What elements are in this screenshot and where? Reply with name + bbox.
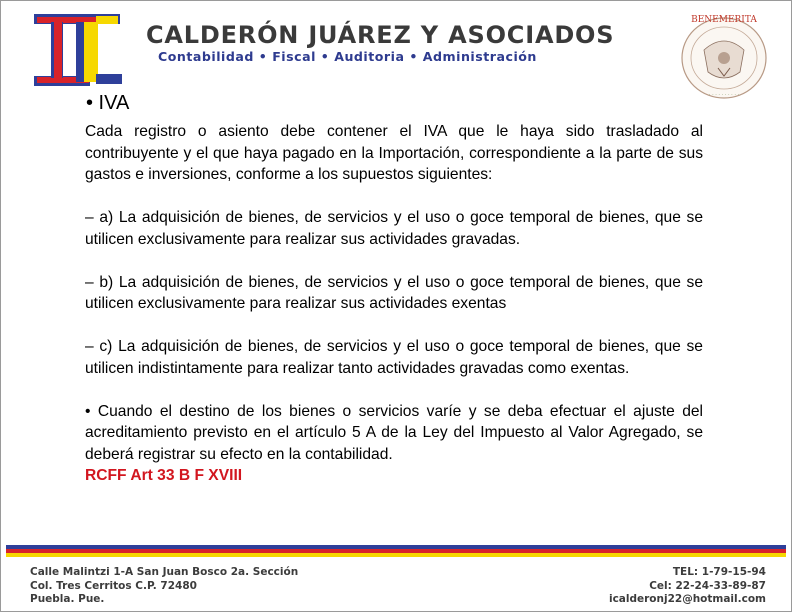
footer-address: [30, 566, 298, 607]
firm-logo-icon: [34, 14, 124, 86]
case-c-paragraph: – c) La adquisición de bienes, de servicios y el uso o goce temporal de bienes, que se utilicen indistintamente para realizar tanto actividades gravadas como exentas.: [85, 338, 703, 377]
section-title: • IVA: [86, 92, 130, 114]
firm-services-tagline: Contabilidad • Fiscal • Auditoria • Administración: [158, 49, 537, 64]
address-line-1: Calle Malintzi 1-A San Juan Bosco 2a. Sección: [30, 566, 299, 578]
phone-number: TEL: 1-79-15-94: [672, 566, 766, 578]
section-content: [85, 121, 703, 508]
legal-reference: RCFF Art 33 B F XVIII: [85, 467, 243, 484]
case-b-paragraph: – b) La adquisición de bienes, de servicios y el uso o goce temporal de bienes, que se utilicen exclusivamente para realizar sus actividades exentas: [85, 273, 703, 312]
university-seal-icon: [674, 10, 774, 102]
svg-text:· · · · · · · · · ·: · · · · · · · · · ·: [708, 92, 740, 98]
email-address: icalderonj22@hotmail.com: [608, 593, 766, 605]
footer-stripes: [6, 545, 786, 561]
stripe-yellow: [6, 553, 786, 557]
cell-number: Cel: 22-24-33-89-87: [649, 579, 766, 592]
footer-contact: [609, 566, 766, 607]
intro-paragraph: Cada registro o asiento debe contener el IVA que le haya sido trasladado al contribuyente y el que haya pagado en la Importación, correspondiente a la parte de sus gastos e inversiones, conforme a los supuestos siguientes:: [85, 123, 703, 183]
svg-text:BENEMERITA: BENEMERITA: [691, 15, 757, 25]
case-a-paragraph: – a) La adquisición de bienes, de servicios y el uso o goce temporal de bienes, que se utilicen exclusivamente para realizar sus actividades gravadas.: [85, 209, 703, 248]
adjustment-note-paragraph: • Cuando el destino de los bienes o servicios varíe y se deba efectuar el ajuste del acreditamiento previsto en el artículo 5 A de la Ley del Impuesto al Valor Agregado, se deberá registrar su efecto en la contabilidad.: [85, 402, 703, 463]
address-line-2: Col. Tres Cerritos C.P. 72480: [30, 579, 197, 592]
firm-name: CALDERÓN JUÁREZ Y ASOCIADOS: [146, 21, 615, 49]
address-line-3: Puebla. Pue.: [30, 593, 105, 605]
